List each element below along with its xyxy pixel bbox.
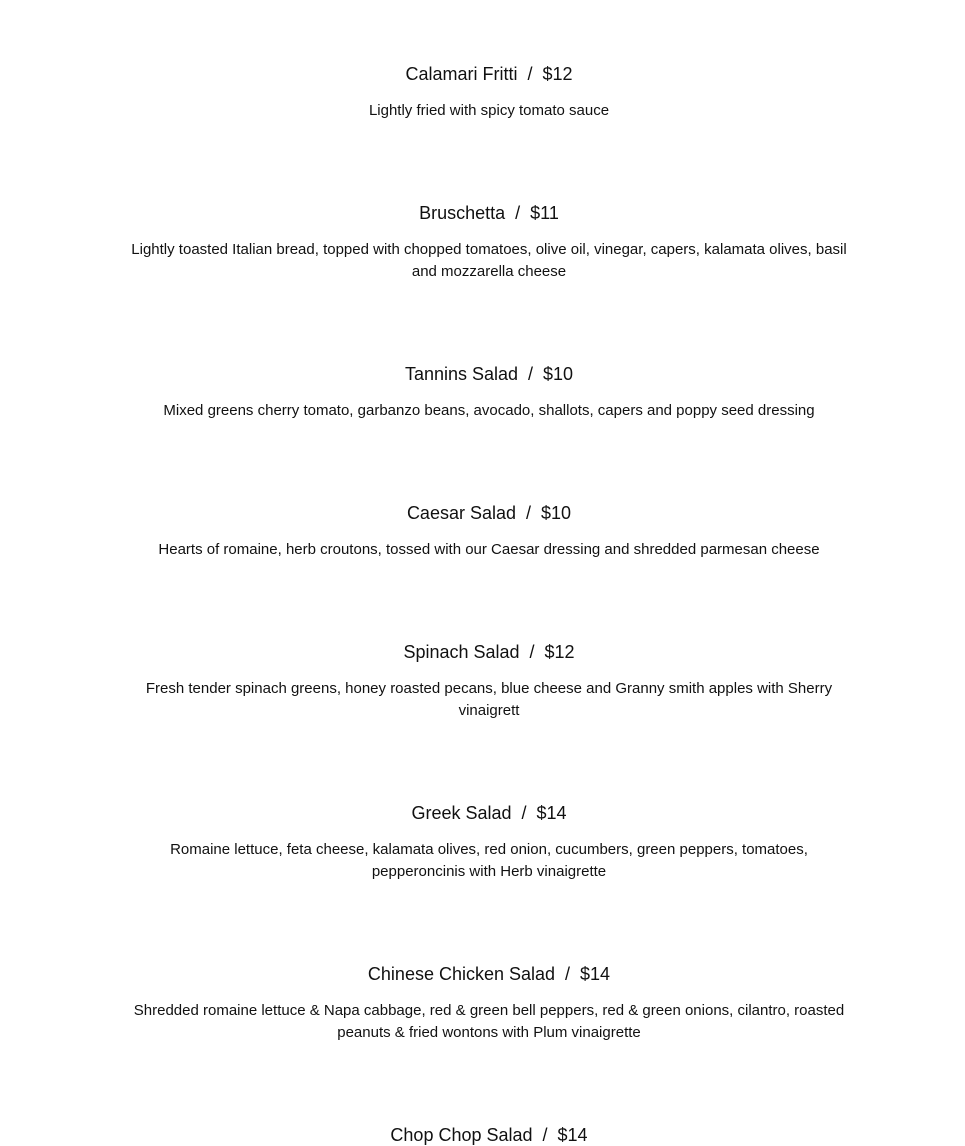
menu-item-description: Mixed greens cherry tomato, garbanzo beans, avocado, shallots, capers and poppy seed dressing: [163, 402, 815, 419]
menu-item-bruschetta: [130, 202, 848, 283]
menu-item-title: Chinese Chicken Salad / $14: [367, 964, 611, 984]
menu-item-description: Hearts of romaine, herb croutons, tossed with our Caesar dressing and shredded parmesan cheese: [158, 541, 820, 558]
menu-item-title: Caesar Salad / $10: [406, 503, 572, 523]
menu-item-title: Tannins Salad / $10: [404, 364, 574, 384]
menu-item-spinach-salad: [130, 641, 848, 722]
menu-item-title: Chop Chop Salad / $14: [390, 1125, 588, 1145]
menu-item-description: Lightly toasted Italian bread, topped with chopped tomatoes, olive oil, vinegar, capers, kalamata olives, basil and mozzarella cheese: [131, 241, 847, 280]
menu-item-description: Fresh tender spinach greens, honey roasted pecans, blue cheese and Granny smith apples with Sherry vinaigrett: [145, 680, 833, 719]
menu-item-tannins-salad: [130, 363, 848, 422]
menu-item-greek-salad: [130, 802, 848, 883]
menu-item-calamari-fritti: [130, 63, 848, 122]
menu-item-title: Bruschetta / $11: [419, 203, 559, 223]
menu-item-chop-chop-salad: [130, 1124, 848, 1146]
menu-item-title: Spinach Salad / $12: [403, 642, 575, 662]
menu-item-caesar-salad: [130, 502, 848, 561]
menu-item-description: Shredded romaine lettuce & Napa cabbage, red & green bell peppers, red & green onions, cilantro, roasted peanuts & fried wontons with Plum vinaigrette: [133, 1002, 845, 1041]
menu-item-title: Greek Salad / $14: [411, 803, 567, 823]
menu-item-title: Calamari Fritti / $12: [405, 64, 573, 84]
menu-item-description: Lightly fried with spicy tomato sauce: [368, 102, 610, 119]
menu-item-chinese-chicken-salad: [130, 963, 848, 1044]
menu-item-description: Romaine lettuce, feta cheese, kalamata olives, red onion, cucumbers, green peppers, tomatoes, pepperoncinis with Herb vinaigrette: [170, 841, 808, 880]
